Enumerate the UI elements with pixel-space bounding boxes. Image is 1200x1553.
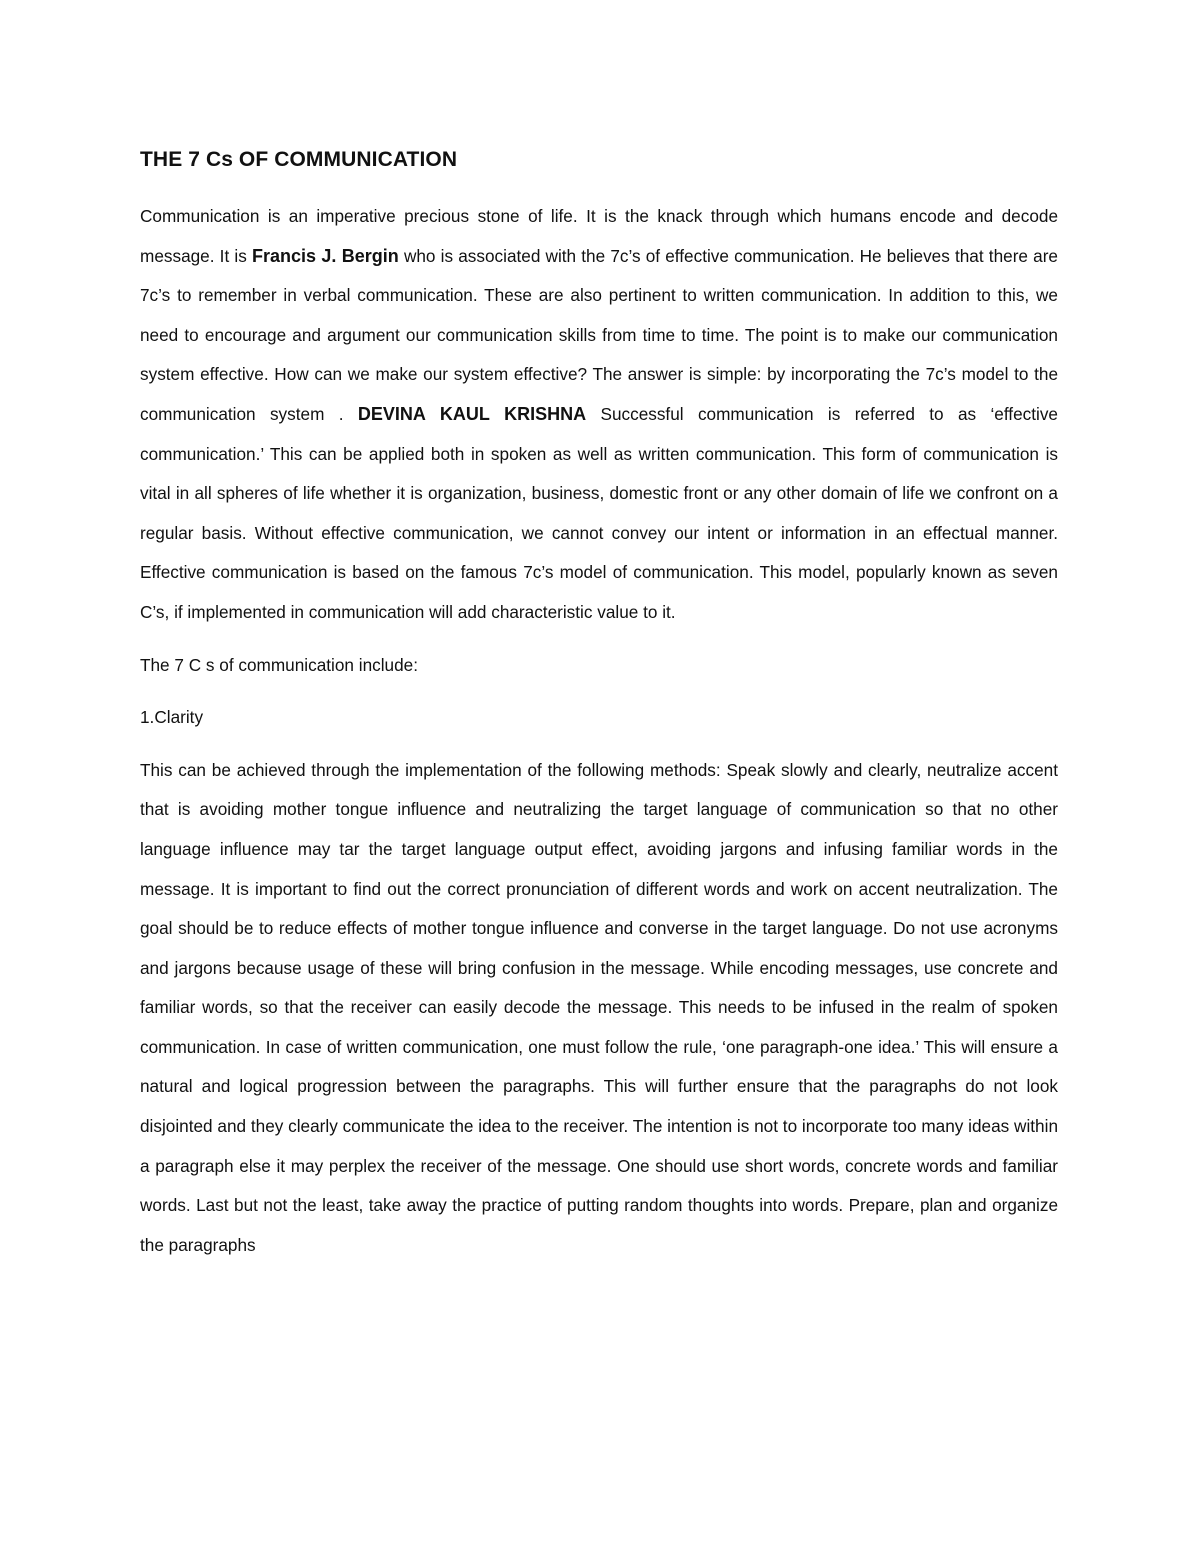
section-heading-clarity: 1.Clarity — [140, 707, 204, 728]
author-name-krishna: DEVINA KAUL KRISHNA — [357, 403, 587, 424]
intro-text-part1: Communication is an imperative precious stone of life. It is the knack through which humans encode and decode message. It is — [140, 206, 1058, 266]
intro-paragraph — [140, 197, 1058, 633]
document-title: THE 7 Cs OF COMMUNICATION — [140, 148, 458, 171]
intro-text-part2: who is associated with the 7c’s of effective communication. He believes that there are 7c’s to remember in verbal communication. These are also pertinent to written communication. In addition to this, we need to encourage and argument our communication skills from time to time. The point is to make our communication system effective. How can we make our system effective? The answer is simple: by incorporating the 7c’s model to the communication system . — [140, 245, 1058, 424]
list-intro: The 7 C s of communication include: — [140, 654, 418, 675]
document-page — [140, 140, 1058, 1265]
intro-text-part3: Successful communication is referred to as ‘effective communication.’ This can be applied both in spoken as well as written communication. This form of communication is vital in all spheres of life whether it is organization, business, domestic front or any other domain of life we confront on a regular basis. Without effective communication, we cannot convey our intent or information in an effectual manner. Effective communication is based on the famous 7c’s model of communication. This model, popularly known as seven C’s, if implemented in communication will add characteristic value to it. — [140, 403, 1058, 622]
clarity-paragraph: This can be achieved through the implementation of the following methods: Speak slowly and clearly, neutralize accent that is avoiding mother tongue influence and neutralizing the target language of communication so that no other language influence may tar the target language output effect, avoiding jargons and infusing familiar words in the message. It is important to find out the correct pronunciation of different words and work on accent neutralization. The goal should be to reduce effects of mother tongue influence and converse in the target language. Do not use acronyms and jargons because usage of these will bring confusion in the message. While encoding messages, use concrete and familiar words, so that the receiver can easily decode the message. This needs to be infused in the realm of spoken communication. In case of written communication, one must follow the rule, ‘one paragraph-one idea.’ This will ensure a natural and logical progression between the paragraphs. This will further ensure that the paragraphs do not look disjointed and they clearly communicate the idea to the receiver. The intention is not to incorporate too many ideas within a paragraph else it may perplex the receiver of the message. One should use short words, concrete words and familiar words. Last but not the least, take away the practice of putting random thoughts into words. Prepare, plan and organize the paragraphs — [140, 759, 1058, 1255]
author-name-bergin: Francis J. Bergin — [251, 245, 399, 266]
